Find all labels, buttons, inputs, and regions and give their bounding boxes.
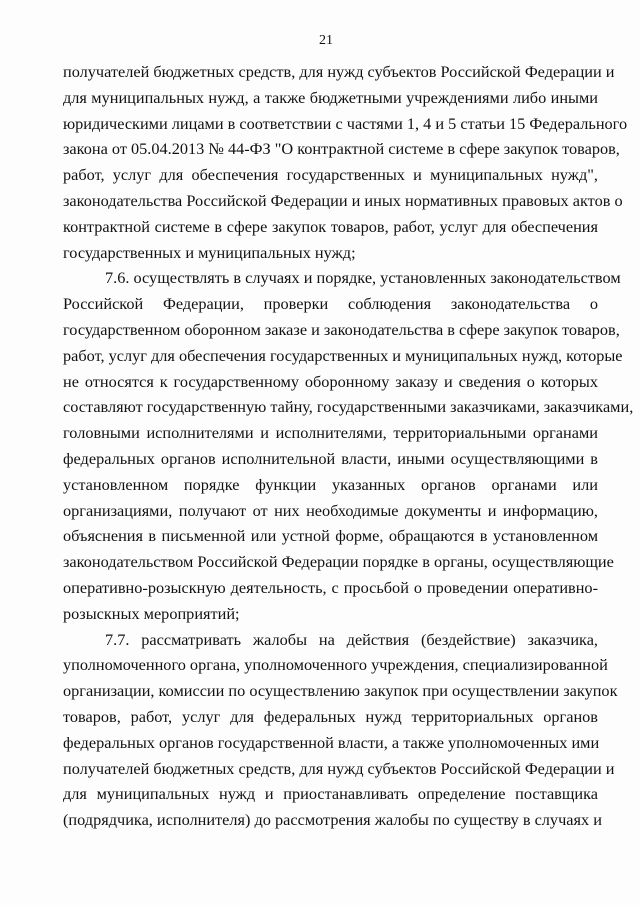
paragraph-7-7 — [63, 627, 618, 833]
text-line: федеральных органов исполнительной власти, иными осуществляющими в — [63, 448, 598, 468]
text-line: организациями, получают от них необходимые документы и информацию, — [63, 500, 598, 520]
text-line: головными исполнителями и исполнителями, территориальными органами — [63, 423, 598, 443]
text-line: юридическими лицами в соответствии с частями 1, 4 и 5 статьи 15 Федерального — [63, 113, 628, 133]
text-line: законодательством Российской Федерации порядке в органы, осуществляющие — [63, 552, 614, 572]
text-line: закона от 05.04.2013 № 44-ФЗ "О контрактной системе в сфере закупок товаров, — [63, 139, 620, 159]
text-line: для муниципальных нужд, а также бюджетными учреждениями либо иными — [63, 87, 598, 107]
text-line: получателей бюджетных средств, для нужд субъектов Российской Федерации и — [63, 62, 615, 81]
text-line: контрактной системе в сфере закупок товаров, работ, услуг для обеспечения — [63, 216, 598, 236]
text-line: оперативно-розыскную деятельность, с просьбой о проведении оперативно- — [63, 577, 598, 597]
text-line: составляют государственную тайну, государственными заказчиками, заказчиками, — [63, 397, 634, 417]
text-line: для муниципальных нужд и приостанавливать определение поставщика — [63, 784, 598, 804]
text-line: Российской Федерации, проверки соблюдения законодательства о — [63, 294, 598, 314]
text-line: организации, комиссии по осуществлению закупок при осуществлении закупок — [63, 681, 618, 701]
text-line: государственном оборонном заказе и законодательства в сфере закупок товаров, — [63, 319, 620, 339]
text-line: законодательства Российской Федерации и иных нормативных правовых актов о — [63, 190, 623, 210]
text-line: товаров, работ, услуг для федеральных нужд территориальных органов — [63, 706, 598, 726]
text-line: установленном порядке функции указанных органов органами или — [63, 474, 598, 494]
text-line: работ, услуг для обеспечения государственных и муниципальных нужд", — [63, 165, 598, 185]
text-line: не относятся к государственному оборонному заказу и сведения о которых — [63, 371, 598, 391]
text-line: 7.7. рассматривать жалобы на действия (бездействие) заказчика, — [105, 629, 598, 649]
paragraph-continuation — [63, 59, 628, 265]
document-body — [63, 59, 634, 833]
text-line: уполномоченного органа, уполномоченного учреждения, специализированной — [63, 655, 608, 675]
text-line: государственных и муниципальных нужд; — [63, 242, 356, 262]
page-number: 21 — [319, 33, 333, 48]
text-line: 7.6. осуществлять в случаях и порядке, установленных законодательством — [105, 268, 621, 288]
text-line: (подрядчика, исполнителя) до рассмотрения жалобы по существу в случаях и — [63, 810, 602, 830]
text-line: получателей бюджетных средств, для нужд субъектов Российской Федерации и — [63, 758, 615, 778]
text-line: объяснения в письменной или устной форме, обращаются в установленном — [63, 526, 598, 546]
text-line: работ, услуг для обеспечения государственных и муниципальных нужд, которые — [63, 345, 623, 365]
text-line: розыскных мероприятий; — [63, 603, 240, 623]
text-line: федеральных органов государственной власти, а также уполномоченных ими — [63, 732, 600, 752]
paragraph-7-6 — [63, 265, 634, 626]
